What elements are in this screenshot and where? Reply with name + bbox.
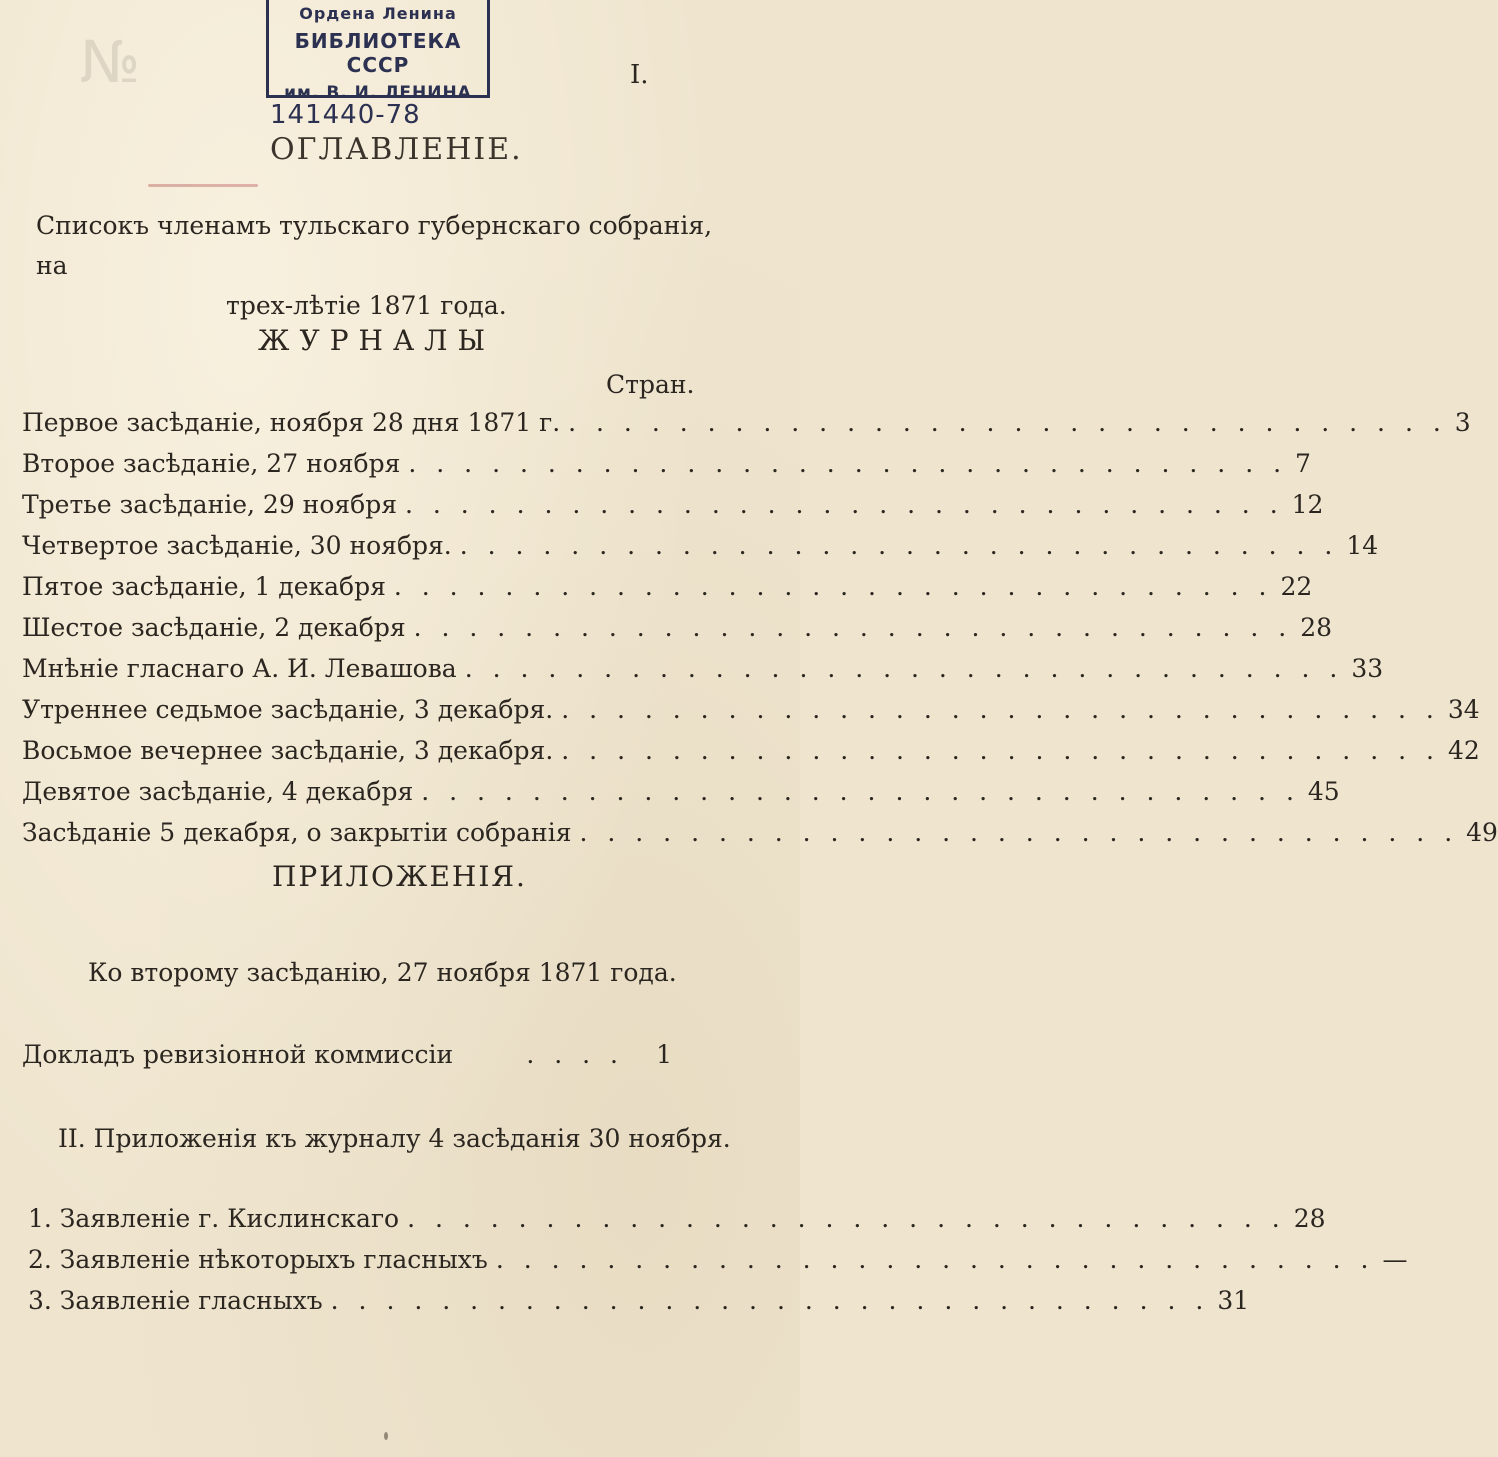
toc-entry-label: Второе засѣданіе, 27 ноября	[22, 449, 401, 478]
toc-entry	[22, 613, 1333, 654]
toc-entry-page: 33	[1351, 654, 1384, 683]
dot-leader: . . . . . . . . . . . . . . . . . . . . . . . . . . . . . . . .	[495, 1245, 1375, 1274]
toc-entry	[22, 449, 1311, 490]
journals-title: ЖУРНАЛЫ	[258, 324, 496, 357]
toc-entry-page: 45	[1307, 777, 1340, 806]
toc-entry-page: 28	[1293, 1204, 1326, 1233]
toc-entry	[22, 572, 1313, 613]
catalog-number: 141440-78	[270, 100, 421, 130]
dot-leader: . . . . . . . . . . . . . . . . . . . . . . . . . . . . . . . .	[459, 531, 1339, 560]
toc-entry-page: 49	[1466, 818, 1498, 847]
toc-entry-label: 1. Заявленіе г. Кислинскаго	[28, 1204, 400, 1233]
faded-handwritten-mark: №	[80, 28, 141, 96]
stamp-line-3: им. В. И. ЛЕНИНА	[284, 83, 472, 103]
appendix-second-title: Ко второму засѣданію, 27 ноября 1871 года.	[88, 958, 677, 987]
toc-entry-label: 2. Заявленіе нѣкоторыхъ гласныхъ	[28, 1245, 488, 1274]
journals-list	[22, 408, 1498, 859]
intro-line-1: Списокъ членамъ тульскаго губернскаго собранія, на	[36, 211, 713, 280]
stamp-line-1: Ордена Ленина	[299, 4, 457, 23]
toc-entry-label: Пятое засѣданіе, 1 декабря	[22, 572, 386, 601]
toc-entry-page: 1	[656, 1040, 672, 1069]
toc-entry	[28, 1245, 1408, 1286]
appendix-fourth-list	[28, 1204, 1408, 1327]
library-stamp	[266, 0, 490, 103]
ink-speck	[384, 1432, 388, 1440]
dot-leader: . . . . . . . . . . . . . . . . . . . . . . . . . . . . . . . .	[413, 613, 1293, 642]
appendix-fourth-title: II. Приложенія къ журналу 4 засѣданія 30 ноября.	[58, 1124, 731, 1153]
toc-entry-label: Шестое засѣданіе, 2 декабря	[22, 613, 406, 642]
dot-leader: . . . . . . . . . . . . . . . . . . . . . . . . . . . . . . . .	[568, 408, 1447, 437]
toc-entry	[22, 490, 1324, 531]
toc-entry-label: Засѣданіе 5 декабря, о закрытіи собранія	[22, 818, 572, 847]
dot-leader: . . . . . . . . . . . . . . . . . . . . . . . . . . . . . . . .	[579, 818, 1459, 847]
dot-leader: . . . . . . . . . . . . . . . . . . . . . . . . . . . . . . . .	[330, 1286, 1210, 1315]
ink-smudge	[148, 184, 258, 187]
dot-leader: . . . . . . . . . . . . . . . . . . . . . . . . . . . . . . . .	[393, 572, 1273, 601]
intro-line-2: трех-лѣтіе 1871 года.	[226, 291, 507, 320]
toc-entry-page: 28	[1300, 613, 1333, 642]
toc-entry-page: 7	[1295, 449, 1311, 478]
toc-entry	[22, 1040, 672, 1069]
toc-entry	[22, 531, 1379, 572]
toc-entry-label: Девятое засѣданіе, 4 декабря	[22, 777, 414, 806]
toc-entry	[28, 1286, 1250, 1327]
dot-leader: . . . . . . . . . . . . . . . . . . . . . . . . . . . . . . . .	[464, 654, 1344, 683]
toc-entry	[22, 408, 1471, 449]
toc-entry-page: 22	[1280, 572, 1313, 601]
toc-entry	[22, 695, 1480, 736]
toc-entry-page: 34	[1447, 695, 1480, 724]
page-title: ОГЛАВЛЕНІЕ.	[270, 132, 523, 167]
toc-entry-label: Третье засѣданіе, 29 ноября	[22, 490, 397, 519]
toc-entry-page: 3	[1454, 408, 1471, 437]
toc-entry-page: —	[1382, 1245, 1408, 1274]
appendices-title: ПРИЛОЖЕНІЯ.	[272, 860, 527, 893]
toc-entry	[22, 777, 1340, 818]
dot-leader: . . . . . . . . . . . . . . . . . . . . . . . . . . . . . . . .	[561, 736, 1440, 765]
toc-entry-page: 42	[1447, 736, 1480, 765]
toc-entry-label: Восьмое вечернее засѣданіе, 3 декабря.	[22, 736, 554, 765]
toc-entry-label: Утреннее седьмое засѣданіе, 3 декабря.	[22, 695, 554, 724]
dot-leader: . . . . . . . . . . . . . . . . . . . . . . . . . . . . . . . .	[408, 449, 1288, 478]
dot-leader: . . . .	[526, 1040, 624, 1069]
toc-entry-label: Четвертое засѣданіе, 30 ноября.	[22, 531, 452, 560]
dot-leader: . . . . . . . . . . . . . . . . . . . . . . . . . . . . . . . .	[421, 777, 1300, 806]
dot-leader: . . . . . . . . . . . . . . . . . . . . . . . . . . . . . . . .	[407, 1204, 1286, 1233]
toc-entry-label: 3. Заявленіе гласныхъ	[28, 1286, 323, 1315]
toc-entry	[22, 818, 1498, 859]
toc-entry	[22, 736, 1480, 777]
page-number: I.	[630, 60, 649, 90]
stamp-line-2: БИБЛИОТЕКА СССР	[294, 29, 462, 77]
toc-entry-label: Первое засѣданіе, ноября 28 дня 1871 г.	[22, 408, 561, 437]
dot-leader: . . . . . . . . . . . . . . . . . . . . . . . . . . . . . . . .	[405, 490, 1284, 519]
toc-entry	[22, 654, 1384, 695]
toc-entry-page: 12	[1291, 490, 1324, 519]
toc-entry-page: 14	[1346, 531, 1379, 560]
toc-entry	[28, 1204, 1326, 1245]
intro-entry	[36, 206, 716, 326]
dot-leader: . . . . . . . . . . . . . . . . . . . . . . . . . . . . . . . .	[561, 695, 1440, 724]
page-column-header: Стран.	[606, 370, 695, 399]
toc-entry-label: Докладъ ревизіонной коммиссіи	[22, 1040, 454, 1069]
toc-entry-label: Мнѣніе гласнаго А. И. Левашова	[22, 654, 457, 683]
toc-entry-page: 31	[1217, 1286, 1250, 1315]
